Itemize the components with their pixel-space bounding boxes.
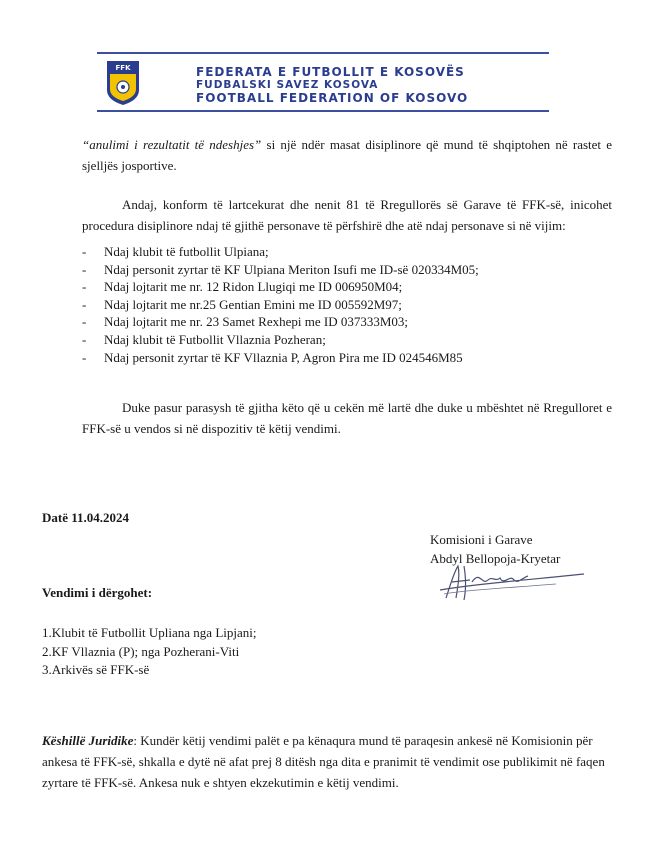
logo-text: FFK bbox=[115, 64, 131, 72]
paragraph-conclusion: Duke pasur parasysh të gjitha këto që u cekën më lartë dhe duke u mbështet në Rregulloret e FFK-së u vendos si në dispozitiv të këtij vendimi. bbox=[82, 400, 612, 436]
legal-advice-label: Këshillë Juridike bbox=[42, 733, 134, 748]
header-rule-top bbox=[97, 52, 549, 54]
recipient-item: 1.Klubit të Futbollit Upliana nga Lipjani; bbox=[42, 625, 257, 640]
recipient-item: 3.Arkivës së FFK-së bbox=[42, 662, 150, 677]
recipients-list bbox=[42, 624, 256, 680]
committee-chair: Abdyl Bellopoja-Kryetar bbox=[430, 551, 561, 566]
signature-image bbox=[436, 560, 586, 604]
quoted-measure: “anulimi i rezultatit të ndeshjes” bbox=[82, 137, 262, 152]
persons-list bbox=[82, 243, 479, 366]
federation-name-serbian: FUDBALSKI SAVEZ KOSOVA bbox=[196, 79, 379, 91]
paragraph-intro bbox=[82, 134, 612, 176]
decision-date: Datë 11.04.2024 bbox=[42, 510, 130, 525]
list-item: - Ndaj personit zyrtar të KF Vllaznia P, Agron Pira me ID 024546M85 bbox=[82, 349, 479, 367]
ffk-logo bbox=[106, 60, 140, 106]
federation-name-english: FOOTBALL FEDERATION OF KOSOVO bbox=[196, 91, 469, 105]
list-item: - Ndaj lojtarit me nr. 12 Ridon Llugiqi me ID 006950M04; bbox=[82, 278, 479, 296]
list-item: - Ndaj klubit të Futbollit Vllaznia Pozheran; bbox=[82, 331, 479, 349]
list-item: - Ndaj lojtarit me nr. 23 Samet Rexhepi me ID 037333M03; bbox=[82, 313, 479, 331]
legal-advice-text: : Kundër këtij vendimi palët e pa kënaqura mund të paraqesin ankesë në Komisionin për ankesa të FFK-së, shkalla e dytë në afat prej 8 ditësh nga dita e pranimit të vendimit ose publikimit në faqen zyrtare të FFK-së. Ankesa nuk e shtyen ekzekutimin e këtij vendimi. bbox=[42, 733, 605, 790]
list-item: - Ndaj klubit të futbollit Ulpiana; bbox=[82, 243, 479, 261]
header-rule-bottom bbox=[97, 110, 549, 112]
paragraph-procedure: Andaj, konform të lartcekurat dhe nenit 81 të Rregullorës së Garave të FFK-së, inicohet procedura disiplinore ndaj të gjithë personave të përfshirë dhe atë ndaj personave si në vijim: bbox=[82, 197, 612, 233]
list-item: - Ndaj lojtarit me nr.25 Gentian Emini me ID 005592M97; bbox=[82, 296, 479, 314]
recipient-item: 2.KF Vllaznia (P); nga Pozherani-Viti bbox=[42, 643, 240, 659]
recipients-title: Vendimi i dërgohet: bbox=[42, 585, 153, 600]
federation-name bbox=[196, 66, 536, 105]
legal-advice bbox=[42, 730, 608, 793]
paragraph-intro-text: si një ndër masat disiplinore që mund të shqiptohen në rastet e sjelljës josportive. bbox=[82, 137, 612, 173]
list-item: - Ndaj personit zyrtar të KF Ulpiana Meriton Isufi me ID-së 020334M05; bbox=[82, 261, 479, 279]
federation-name-albanian: FEDERATA E FUTBOLLIT E KOSOVËS bbox=[196, 65, 465, 79]
committee-name: Komisioni i Garave bbox=[430, 532, 533, 547]
